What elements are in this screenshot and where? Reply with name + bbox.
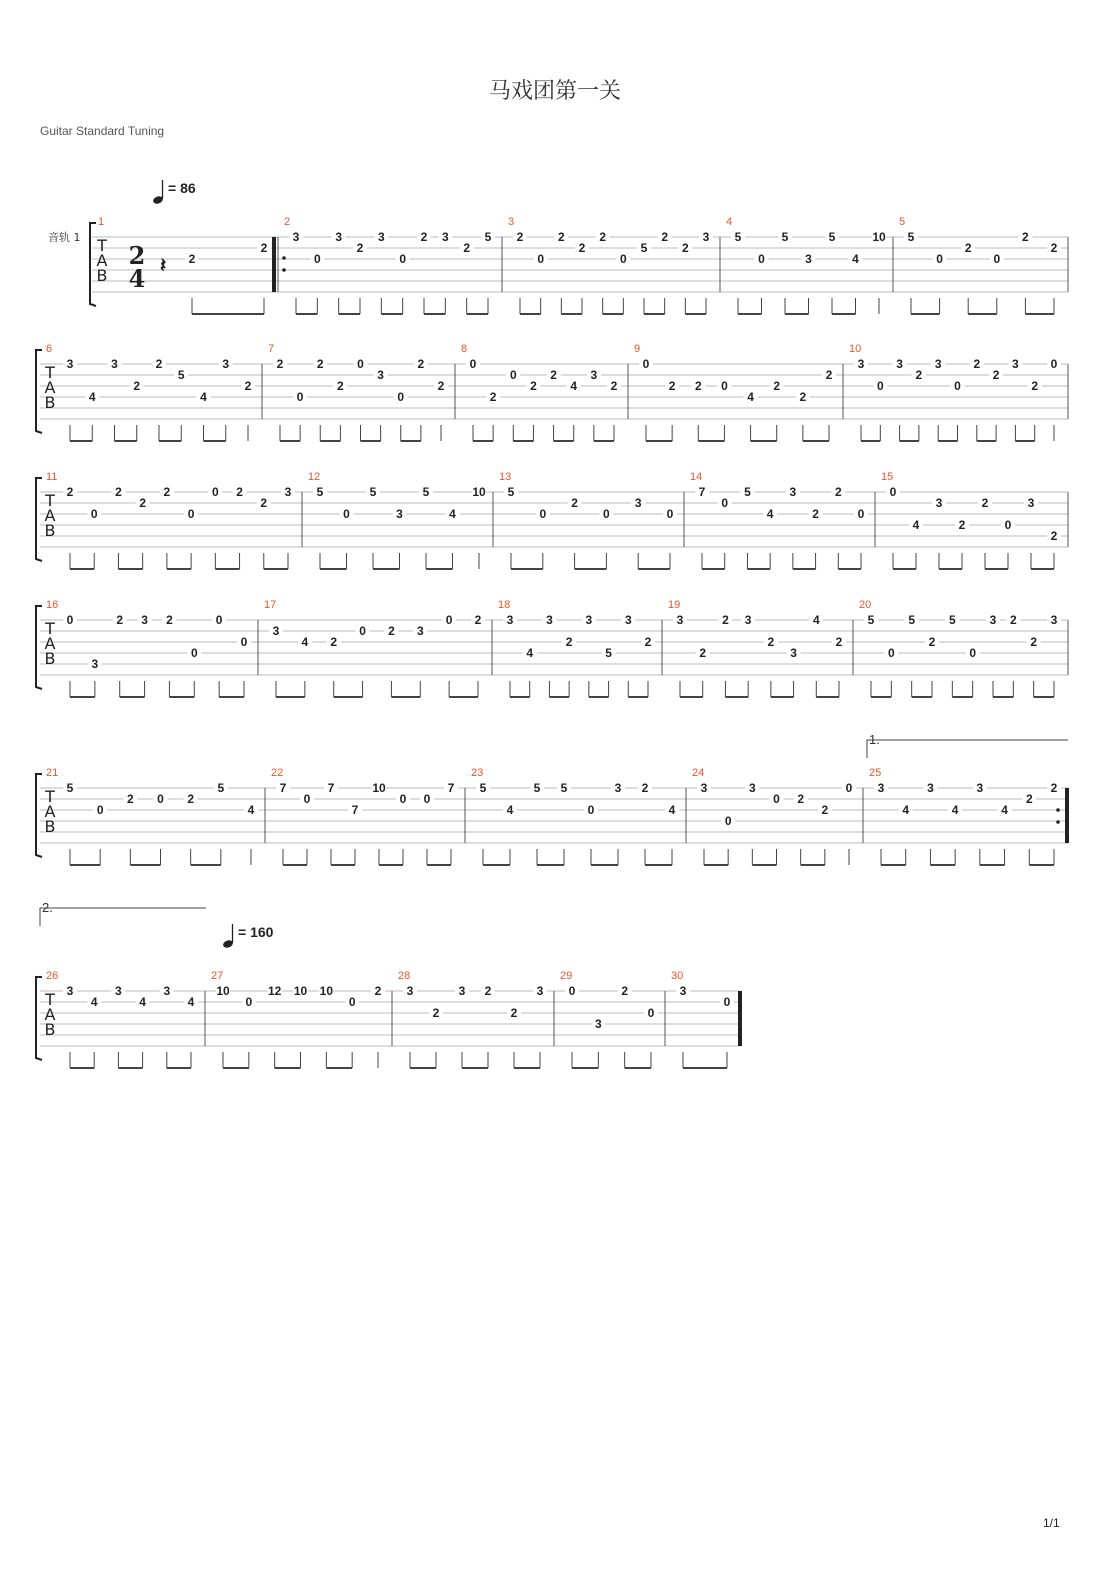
fret-number: 0 xyxy=(190,646,198,660)
fret-number: 0 xyxy=(90,507,98,521)
fret-number: 3 xyxy=(789,485,797,499)
fret-number: 4 xyxy=(139,995,146,1009)
measure-number: 30 xyxy=(671,970,684,982)
fret-number: 10 xyxy=(372,781,386,795)
fret-number: 2 xyxy=(661,230,669,244)
fret-number: 3 xyxy=(748,781,756,795)
fret-number: 2 xyxy=(835,635,843,649)
measure-number: 27 xyxy=(211,970,224,982)
fret-number: 2 xyxy=(834,485,842,499)
fret-number: 5 xyxy=(908,613,916,627)
fret-number: 2 xyxy=(981,496,989,510)
measure-number: 15 xyxy=(881,471,894,483)
fret-number: 4 xyxy=(506,803,514,817)
fret-number: 0 xyxy=(240,635,248,649)
fret-number: 10 xyxy=(319,984,334,998)
fret-number: 3 xyxy=(222,357,230,371)
fret-number: 0 xyxy=(758,252,765,266)
fret-number: 2 xyxy=(1030,635,1038,649)
fret-number: 2 xyxy=(510,1006,518,1020)
fret-number: 5 xyxy=(66,781,74,795)
repeat-dot xyxy=(282,268,286,272)
fret-number: 0 xyxy=(568,984,576,998)
fret-number: 3 xyxy=(935,496,943,510)
fret-number: 3 xyxy=(624,613,632,627)
fret-number: 0 xyxy=(469,357,477,371)
fret-number: 2 xyxy=(115,485,122,499)
fret-number: 2 xyxy=(694,379,702,393)
fret-number: 0 xyxy=(343,507,350,521)
fret-number: 2 xyxy=(166,613,173,627)
fret-number: 2 xyxy=(388,624,395,638)
fret-number: 2 xyxy=(915,368,923,382)
fret-number: 2 xyxy=(699,646,707,660)
quarter-rest-icon: 𝄽 xyxy=(160,255,167,277)
tempo-marking: = 160 xyxy=(238,924,274,940)
fret-number: 2 xyxy=(437,379,445,393)
fret-number: 3 xyxy=(163,984,171,998)
fret-number: 4 xyxy=(766,507,774,521)
fret-number: 0 xyxy=(723,995,731,1009)
repeat-start-barline xyxy=(272,237,276,292)
tuning-label: Guitar Standard Tuning xyxy=(40,124,165,138)
fret-number: 7 xyxy=(279,781,287,795)
fret-number: 2 xyxy=(530,379,537,393)
fret-number: 0 xyxy=(647,1006,655,1020)
fret-number: 0 xyxy=(509,368,517,382)
fret-number: 5 xyxy=(734,230,742,244)
fret-number: 0 xyxy=(1050,357,1058,371)
fret-number: 2 xyxy=(621,984,629,998)
fret-number: 4 xyxy=(526,646,534,660)
fret-number: 3 xyxy=(335,230,343,244)
fret-number: 5 xyxy=(484,230,492,244)
fret-number: 2 xyxy=(463,241,471,255)
fret-number: 2 xyxy=(599,230,607,244)
fret-number: 3 xyxy=(744,613,752,627)
fret-number: 2 xyxy=(722,613,729,627)
fret-number: 5 xyxy=(422,485,430,499)
fret-number: 0 xyxy=(993,252,1001,266)
fret-number: 2 xyxy=(187,792,195,806)
volta-bracket xyxy=(867,740,1068,758)
fret-number: 3 xyxy=(679,984,687,998)
tab-clef-letter: T xyxy=(45,787,55,806)
fret-number: 4 xyxy=(90,995,98,1009)
measure-number: 20 xyxy=(859,599,872,611)
measure-number: 14 xyxy=(690,471,703,483)
fret-number: 2 xyxy=(417,357,425,371)
fret-number: 3 xyxy=(458,984,466,998)
fret-number: 2 xyxy=(1050,529,1058,543)
measure-number: 3 xyxy=(508,216,515,228)
fret-number: 3 xyxy=(141,613,148,627)
measure-number: 12 xyxy=(308,471,321,483)
fret-number: 0 xyxy=(666,507,674,521)
tab-clef-letter: A xyxy=(44,1005,56,1024)
fret-number: 5 xyxy=(177,368,185,382)
repeat-dot xyxy=(282,256,286,260)
fret-number: 2 xyxy=(260,241,268,255)
fret-number: 2 xyxy=(992,368,1000,382)
measure-number: 21 xyxy=(46,767,59,779)
fret-number: 5 xyxy=(369,485,377,499)
fret-number: 3 xyxy=(406,984,414,998)
fret-number: 5 xyxy=(828,230,836,244)
fret-number: 3 xyxy=(614,781,622,795)
fret-number: 0 xyxy=(724,814,732,828)
fret-number: 10 xyxy=(472,485,486,499)
tab-clef-letter: T xyxy=(45,619,55,638)
measure-number: 29 xyxy=(560,970,573,982)
fret-number: 2 xyxy=(374,984,382,998)
measure-number: 23 xyxy=(471,767,484,779)
fret-number: 2 xyxy=(964,241,972,255)
measure-number: 25 xyxy=(869,767,882,779)
fret-number: 3 xyxy=(441,230,449,244)
fret-number: 2 xyxy=(1022,230,1029,244)
fret-number: 0 xyxy=(296,390,304,404)
fret-number: 0 xyxy=(397,390,405,404)
fret-number: 2 xyxy=(116,613,124,627)
tab-clef-letter: T xyxy=(45,363,55,382)
fret-number: 4 xyxy=(449,507,456,521)
fret-number: 0 xyxy=(954,379,961,393)
fret-number: 4 xyxy=(187,995,195,1009)
measure-number: 24 xyxy=(692,767,705,779)
tab-clef-letter: T xyxy=(45,990,55,1009)
fret-number: 0 xyxy=(721,379,728,393)
fret-number: 4 xyxy=(1001,803,1008,817)
fret-number: 4 xyxy=(902,803,910,817)
fret-number: 2 xyxy=(484,984,492,998)
fret-number: 3 xyxy=(676,613,684,627)
measure-number: 2 xyxy=(284,216,291,228)
tempo-marking: = 86 xyxy=(168,180,196,196)
fret-number: 0 xyxy=(313,252,321,266)
fret-number: 2 xyxy=(812,507,819,521)
fret-number: 3 xyxy=(292,230,300,244)
fret-number: 2 xyxy=(236,485,243,499)
fret-number: 3 xyxy=(790,646,797,660)
fret-number: 4 xyxy=(570,379,578,393)
fret-number: 10 xyxy=(216,984,230,998)
fret-number: 3 xyxy=(377,368,384,382)
fret-number: 3 xyxy=(976,781,984,795)
time-signature-denominator: 4 xyxy=(128,264,146,293)
measure-number: 4 xyxy=(726,216,733,228)
measure-number: 22 xyxy=(271,767,284,779)
fret-number: 4 xyxy=(301,635,309,649)
fret-number: 3 xyxy=(91,657,99,671)
fret-number: 0 xyxy=(359,624,366,638)
measure-number: 13 xyxy=(499,471,512,483)
fret-number: 2 xyxy=(1025,792,1033,806)
fret-number: 2 xyxy=(565,635,573,649)
repeat-dot xyxy=(1056,808,1060,812)
track-label: 音轨 1 xyxy=(48,231,81,244)
fret-number: 2 xyxy=(1009,613,1017,627)
fret-number: 3 xyxy=(546,613,553,627)
fret-number: 2 xyxy=(337,379,344,393)
fret-number: 2 xyxy=(516,230,524,244)
fret-number: 0 xyxy=(423,792,431,806)
fret-number: 3 xyxy=(877,781,885,795)
fret-number: 2 xyxy=(420,230,428,244)
tab-clef-letter: B xyxy=(44,393,56,412)
fret-number: 2 xyxy=(1031,379,1039,393)
page-number: 1/1 xyxy=(1043,1516,1060,1530)
fret-number: 4 xyxy=(852,252,859,266)
fret-number: 5 xyxy=(744,485,751,499)
tab-clef-letter: B xyxy=(44,649,56,668)
repeat-end-barline xyxy=(1065,788,1069,843)
measure-number: 7 xyxy=(268,343,275,355)
fret-number: 0 xyxy=(876,379,884,393)
fret-number: 3 xyxy=(700,781,708,795)
measure-number: 18 xyxy=(498,599,511,611)
fret-number: 2 xyxy=(244,379,252,393)
fret-number: 0 xyxy=(721,496,729,510)
fret-number: 5 xyxy=(533,781,541,795)
fret-number: 5 xyxy=(479,781,487,795)
fret-number: 2 xyxy=(133,379,141,393)
fret-number: 5 xyxy=(867,613,875,627)
fret-number: 2 xyxy=(356,241,364,255)
fret-number: 2 xyxy=(1050,241,1058,255)
fret-number: 0 xyxy=(773,792,780,806)
tab-clef-letter: B xyxy=(44,1020,56,1039)
fret-number: 0 xyxy=(539,507,547,521)
fret-number: 3 xyxy=(857,357,865,371)
fret-number: 0 xyxy=(303,792,311,806)
fret-number: 2 xyxy=(489,390,497,404)
fret-number: 2 xyxy=(316,357,324,371)
fret-number: 0 xyxy=(603,507,610,521)
fret-number: 4 xyxy=(812,613,820,627)
fret-number: 2 xyxy=(550,368,557,382)
fret-number: 2 xyxy=(66,485,74,499)
fret-number: 0 xyxy=(445,613,453,627)
fret-number: 2 xyxy=(821,803,829,817)
fret-number: 3 xyxy=(934,357,942,371)
volta-label: 2. xyxy=(42,900,53,915)
fret-number: 0 xyxy=(348,995,356,1009)
fret-number: 0 xyxy=(245,995,253,1009)
tab-clef-letter: B xyxy=(44,817,56,836)
fret-number: 2 xyxy=(1050,781,1058,795)
fret-number: 0 xyxy=(887,646,895,660)
fret-number: 0 xyxy=(66,613,74,627)
fret-number: 2 xyxy=(797,792,805,806)
time-signature-numerator: 2 xyxy=(128,241,146,270)
fret-number: 4 xyxy=(247,803,255,817)
fret-number: 2 xyxy=(641,781,649,795)
fret-number: 3 xyxy=(416,624,424,638)
fret-number: 2 xyxy=(825,368,833,382)
fret-number: 2 xyxy=(668,379,676,393)
fret-number: 3 xyxy=(377,230,385,244)
tab-clef-letter: A xyxy=(44,802,56,821)
fret-number: 5 xyxy=(217,781,225,795)
fret-number: 4 xyxy=(668,803,676,817)
measure-number: 19 xyxy=(668,599,681,611)
system-bracket xyxy=(36,606,42,689)
fret-number: 2 xyxy=(260,496,268,510)
fret-number: 2 xyxy=(973,357,981,371)
fret-number: 2 xyxy=(432,1006,440,1020)
fret-number: 0 xyxy=(857,507,865,521)
system-bracket xyxy=(36,350,42,433)
fret-number: 0 xyxy=(187,507,195,521)
measure-number: 28 xyxy=(398,970,411,982)
fret-number: 2 xyxy=(928,635,936,649)
fret-number: 0 xyxy=(537,252,545,266)
fret-number: 2 xyxy=(126,792,134,806)
fret-number: 7 xyxy=(351,803,359,817)
fret-number: 2 xyxy=(799,390,807,404)
fret-number: 0 xyxy=(215,613,223,627)
fret-number: 2 xyxy=(644,635,652,649)
tab-clef-letter: B xyxy=(44,521,56,540)
tab-clef-letter: T xyxy=(45,491,55,510)
fret-number: 3 xyxy=(66,984,74,998)
fret-number: 0 xyxy=(157,792,164,806)
fret-number: 5 xyxy=(605,646,612,660)
fret-number: 7 xyxy=(447,781,455,795)
fret-number: 4 xyxy=(88,390,96,404)
fret-number: 0 xyxy=(96,803,104,817)
measure-number: 26 xyxy=(46,970,59,982)
system-bracket xyxy=(36,774,42,857)
fret-number: 0 xyxy=(619,252,627,266)
fret-number: 5 xyxy=(781,230,789,244)
fret-number: 3 xyxy=(989,613,997,627)
fret-number: 0 xyxy=(845,781,853,795)
fret-number: 3 xyxy=(396,507,403,521)
fret-number: 3 xyxy=(115,984,122,998)
fret-number: 0 xyxy=(889,485,897,499)
fret-number: 2 xyxy=(610,379,618,393)
fret-number: 3 xyxy=(1012,357,1019,371)
fret-number: 3 xyxy=(805,252,812,266)
fret-number: 3 xyxy=(594,1017,602,1031)
fret-number: 7 xyxy=(698,485,706,499)
tab-clef-letter: T xyxy=(97,236,107,255)
fret-number: 3 xyxy=(66,357,74,371)
fret-number: 4 xyxy=(200,390,207,404)
fret-number: 0 xyxy=(969,646,977,660)
fret-number: 2 xyxy=(557,230,565,244)
fret-number: 0 xyxy=(399,792,407,806)
final-barline xyxy=(738,991,742,1046)
system-bracket xyxy=(36,478,42,561)
fret-number: 7 xyxy=(327,781,335,795)
measure-number: 10 xyxy=(849,343,862,355)
fret-number: 3 xyxy=(590,368,598,382)
volta-bracket xyxy=(40,908,206,926)
fret-number: 5 xyxy=(316,485,324,499)
fret-number: 12 xyxy=(267,984,282,998)
measure-number: 5 xyxy=(899,216,906,228)
measure-number: 16 xyxy=(46,599,59,611)
fret-number: 3 xyxy=(536,984,544,998)
fret-number: 0 xyxy=(936,252,943,266)
fret-number: 0 xyxy=(642,357,650,371)
measure-number: 8 xyxy=(461,343,468,355)
fret-number: 0 xyxy=(1004,518,1012,532)
system-bracket xyxy=(90,223,96,306)
fret-number: 0 xyxy=(357,357,364,371)
fret-number: 2 xyxy=(773,379,781,393)
fret-number: 2 xyxy=(681,241,689,255)
fret-number: 2 xyxy=(155,357,163,371)
fret-number: 5 xyxy=(948,613,956,627)
tab-clef-letter: A xyxy=(44,634,56,653)
fret-number: 3 xyxy=(585,613,593,627)
tab-clef-letter: B xyxy=(96,266,108,285)
fret-number: 3 xyxy=(1027,496,1035,510)
fret-number: 3 xyxy=(634,496,642,510)
fret-number: 2 xyxy=(958,518,966,532)
fret-number: 2 xyxy=(163,485,171,499)
fret-number: 3 xyxy=(1050,613,1058,627)
fret-number: 2 xyxy=(578,241,586,255)
fret-number: 2 xyxy=(139,496,147,510)
fret-number: 5 xyxy=(907,230,915,244)
fret-number: 2 xyxy=(276,357,284,371)
fret-number: 3 xyxy=(284,485,292,499)
repeat-dot xyxy=(1056,820,1060,824)
system-bracket xyxy=(36,977,42,1060)
fret-number: 3 xyxy=(506,613,514,627)
measure-number: 11 xyxy=(46,471,58,483)
fret-number: 5 xyxy=(560,781,568,795)
fret-number: 3 xyxy=(272,624,280,638)
fret-number: 4 xyxy=(951,803,959,817)
fret-number: 3 xyxy=(896,357,903,371)
score-title: 马戏团第一关 xyxy=(488,79,621,104)
measure-number: 9 xyxy=(634,343,641,355)
fret-number: 2 xyxy=(330,635,338,649)
fret-number: 5 xyxy=(507,485,515,499)
fret-number: 10 xyxy=(872,230,886,244)
fret-number: 4 xyxy=(912,518,920,532)
fret-number: 2 xyxy=(571,496,578,510)
fret-number: 3 xyxy=(111,357,118,371)
volta-label: 1. xyxy=(869,732,880,747)
fret-number: 2 xyxy=(474,613,482,627)
fret-number: 5 xyxy=(640,241,648,255)
measure-number: 1 xyxy=(98,216,105,228)
measure-number: 17 xyxy=(264,599,277,611)
fret-number: 2 xyxy=(767,635,775,649)
measure-number: 6 xyxy=(46,343,53,355)
tab-clef-letter: A xyxy=(96,251,108,270)
fret-number: 10 xyxy=(293,984,308,998)
fret-number: 3 xyxy=(702,230,710,244)
fret-number: 4 xyxy=(747,390,754,404)
fret-number: 0 xyxy=(587,803,595,817)
fret-number: 2 xyxy=(188,252,196,266)
fret-number: 3 xyxy=(927,781,934,795)
fret-number: 0 xyxy=(211,485,219,499)
tab-clef-letter: A xyxy=(44,506,56,525)
fret-number: 0 xyxy=(399,252,407,266)
tab-clef-letter: A xyxy=(44,378,56,397)
